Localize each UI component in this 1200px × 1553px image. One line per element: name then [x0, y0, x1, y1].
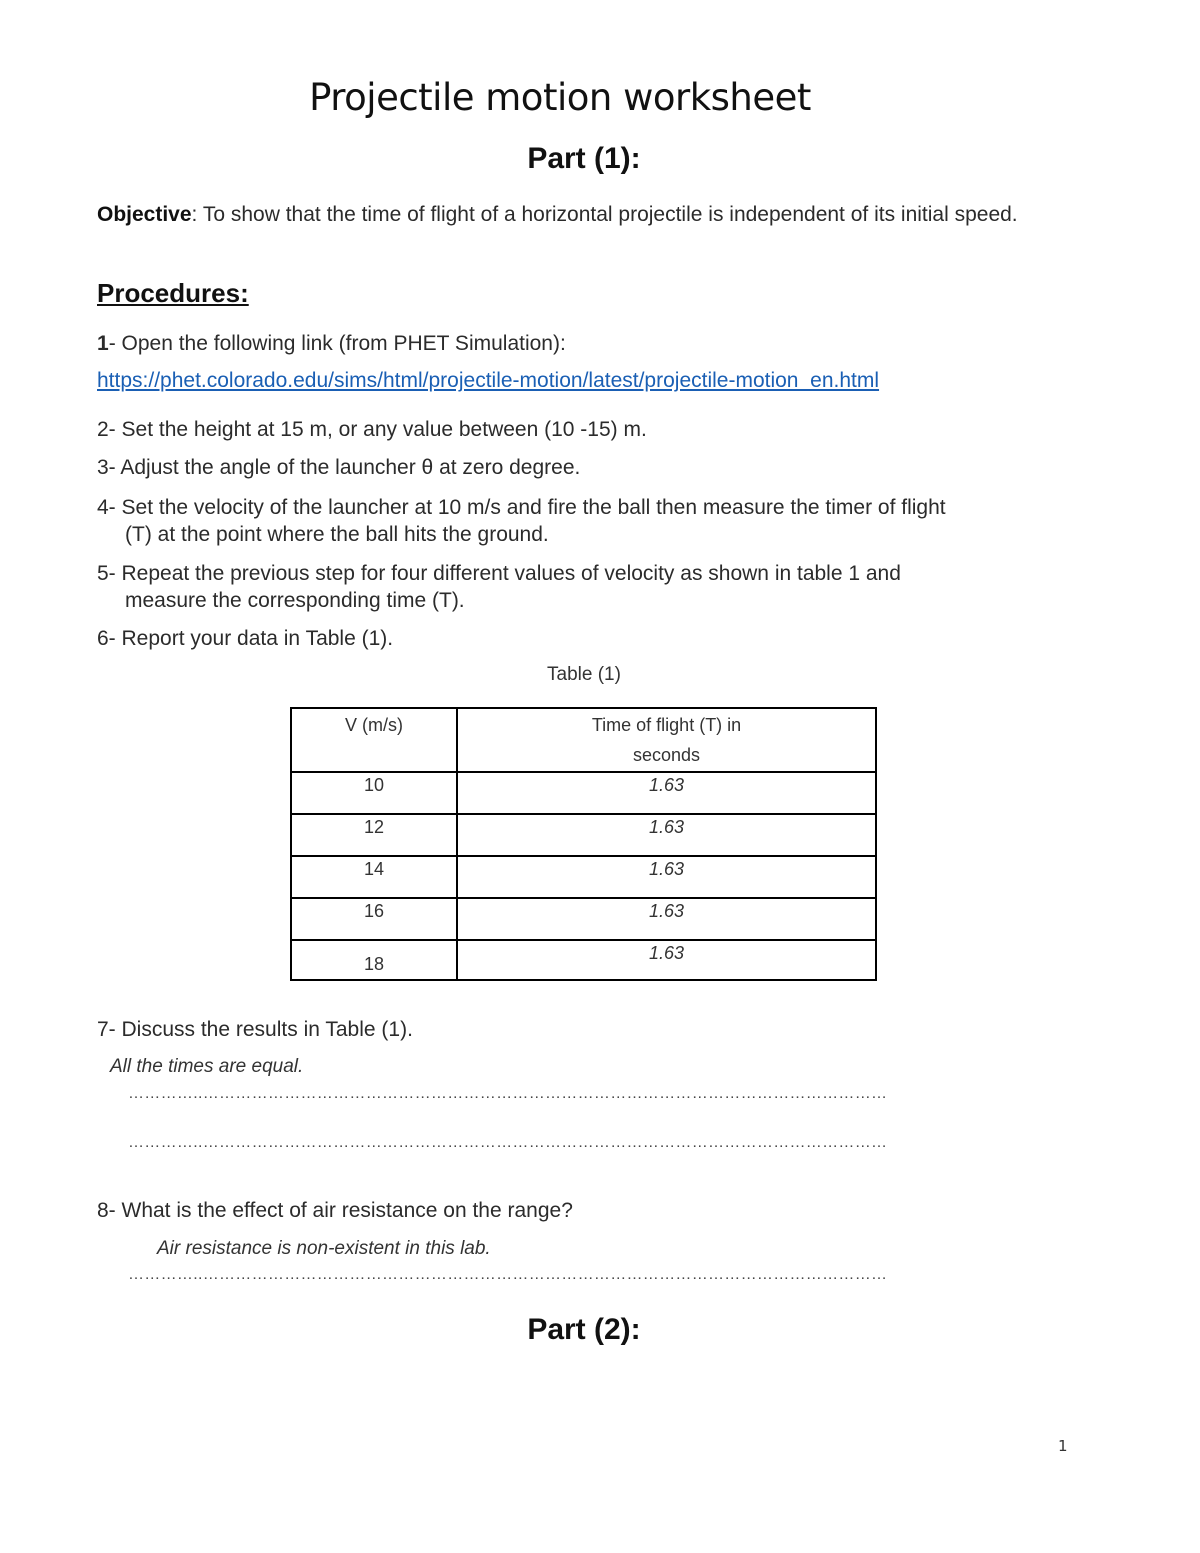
header-time [457, 708, 876, 772]
answer-7: All the times are equal. [110, 1056, 304, 1077]
time-cell: 1.63 [457, 814, 876, 856]
table-row [291, 856, 876, 898]
step-1-number: 1 [97, 332, 109, 355]
time-cell: 1.63 [457, 898, 876, 940]
table-row [291, 898, 876, 940]
velocity-cell: 16 [291, 898, 457, 940]
step-4-line-2: (T) at the point where the ball hits the ground. [125, 523, 549, 546]
objective [97, 201, 1087, 228]
table-caption: Table (1) [547, 664, 621, 685]
results-table [290, 707, 877, 981]
part-2-heading: Part (2): [527, 1313, 641, 1346]
step-6: 6- Report your data in Table (1). [97, 627, 394, 650]
answer-line: …………..……………………………………………………………………………………………………………… [128, 1266, 888, 1283]
header-velocity: V (m/s) [291, 708, 457, 772]
phet-simulation-link[interactable]: https://phet.colorado.edu/sims/html/projectile-motion/latest/projectile-motion_en.html [97, 369, 880, 392]
time-cell: 1.63 [457, 772, 876, 814]
time-cell: 1.63 [457, 940, 876, 980]
header-time-line-1: Time of flight (T) in [591, 715, 742, 735]
table-row [291, 940, 876, 980]
table-row [291, 814, 876, 856]
answer-line: …………..……………………………………………………………………………………………………………… [128, 1134, 888, 1151]
step-4 [97, 494, 1077, 548]
velocity-cell: 18 [291, 940, 457, 980]
table-row [291, 772, 876, 814]
objective-label: Objective [97, 203, 192, 226]
step-4-line-1: 4- Set the velocity of the launcher at 10 m/s and fire the ball then measure the timer of flight [97, 496, 946, 519]
time-cell: 1.63 [457, 856, 876, 898]
step-3: 3- Adjust the angle of the launcher θ at zero degree. [97, 456, 581, 479]
page-title: Projectile motion worksheet [309, 76, 811, 119]
header-time-line-2: seconds [633, 745, 701, 765]
procedures-heading: Procedures: [97, 278, 249, 308]
page-number: 1 [1058, 1437, 1068, 1455]
step-2: 2- Set the height at 15 m, or any value between (10 -15) m. [97, 418, 647, 441]
step-5-line-2: measure the corresponding time (T). [125, 589, 465, 612]
answer-8: Air resistance is non-existent in this lab. [157, 1238, 491, 1259]
objective-text: : To show that the time of flight of a horizontal projectile is independent of its initial speed. [191, 203, 1018, 226]
step-7: 7- Discuss the results in Table (1). [97, 1018, 413, 1041]
step-5 [97, 560, 1077, 614]
velocity-cell: 10 [291, 772, 457, 814]
answer-line: …………..……………………………………………………………………………………………………………… [128, 1085, 888, 1102]
part-1-heading: Part (1): [527, 142, 641, 175]
step-1-text: - Open the following link (from PHET Simulation): [108, 332, 566, 355]
velocity-cell: 12 [291, 814, 457, 856]
step-1 [97, 330, 1077, 357]
step-5-line-1: 5- Repeat the previous step for four different values of velocity as shown in table 1 and [97, 562, 901, 585]
velocity-cell: 14 [291, 856, 457, 898]
table-header-row [291, 708, 876, 772]
step-8: 8- What is the effect of air resistance on the range? [97, 1199, 573, 1222]
